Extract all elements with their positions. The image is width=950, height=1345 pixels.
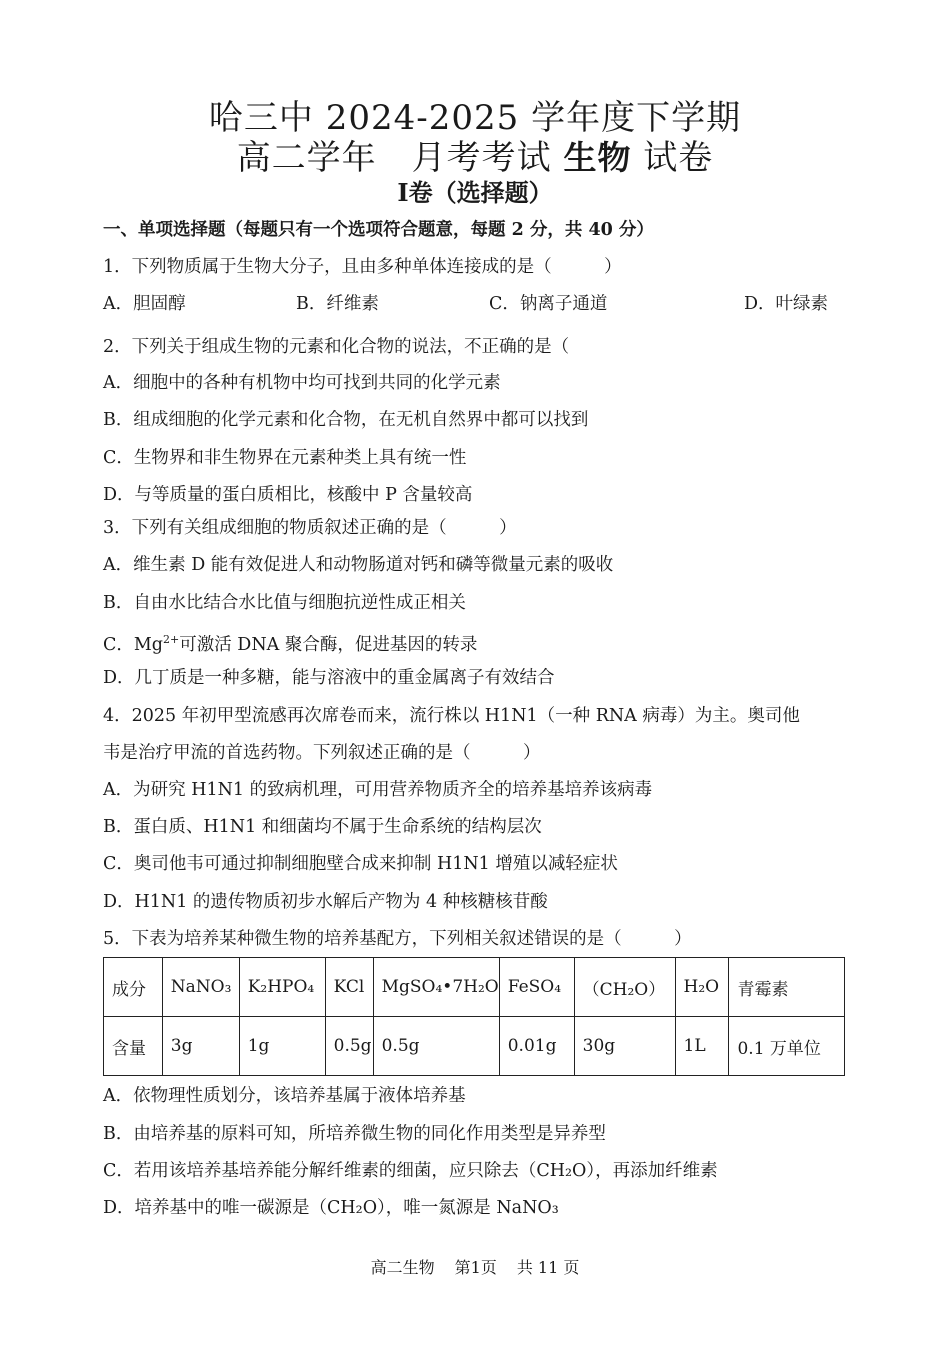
footer-page-number: 第1页 bbox=[454, 1258, 497, 1277]
q4-option-d: D．H1N1 的遗传物质初步水解后产物为 4 种核糖核苷酸 bbox=[103, 892, 548, 912]
q3-option-c-suffix: 可激活 DNA 聚合酶，促进基因的转录 bbox=[179, 634, 478, 655]
table-cell: 1g bbox=[239, 1017, 325, 1076]
table-cell: 0.5g bbox=[373, 1017, 499, 1076]
footer-subject: 高二生物 bbox=[370, 1258, 435, 1277]
q5-option-a: A．依物理性质划分，该培养基属于液体培养基 bbox=[103, 1086, 466, 1106]
table-cell: NaNO₃ bbox=[162, 958, 239, 1017]
q3-option-b: B．自由水比结合水比值与细胞抗逆性成正相关 bbox=[103, 593, 466, 613]
q3-stem: 3．下列有关组成细胞的物质叙述正确的是（ ） bbox=[103, 518, 517, 538]
q4-stem-line2: 韦是治疗甲流的首选药物。下列叙述正确的是（ ） bbox=[103, 743, 541, 763]
q5-stem: 5．下表为培养某种微生物的培养基配方，下列相关叙述错误的是（ ） bbox=[103, 929, 692, 949]
table-cell: 0.5g bbox=[325, 1017, 373, 1076]
exam-title-line2 bbox=[0, 138, 950, 178]
q5-option-c: C．若用该培养基培养能分解纤维素的细菌，应只除去（CH₂O），再添加纤维素 bbox=[103, 1161, 718, 1181]
table-cell: 0.01g bbox=[499, 1017, 574, 1076]
table-cell: 3g bbox=[162, 1017, 239, 1076]
table-cell: 0.1 万单位 bbox=[729, 1017, 845, 1076]
page-footer bbox=[0, 1257, 950, 1279]
q1-option-a: A．胆固醇 bbox=[103, 294, 186, 314]
section-heading: 一、单项选择题（每题只有一个选项符合题意，每题 2 分，共 40 分） bbox=[103, 220, 654, 240]
q4-stem-line1: 4．2025 年初甲型流感再次席卷而来，流行株以 H1N1（一种 RNA 病毒）为主。奥司他 bbox=[103, 706, 800, 726]
table-cell: H₂O bbox=[675, 958, 729, 1017]
q3-option-c-sup: 2+ bbox=[163, 633, 180, 646]
q3-option-c bbox=[103, 628, 477, 657]
exam-title-prefix: 高二学年 月考考试 bbox=[236, 138, 564, 178]
volume-title: I卷（选择题） bbox=[397, 178, 553, 207]
q3-option-c-prefix: C．Mg bbox=[103, 634, 164, 655]
q4-option-c: C．奥司他韦可通过抑制细胞壁合成来抑制 H1N1 增殖以减轻症状 bbox=[103, 854, 618, 874]
table-cell: MgSO₄•7H₂O bbox=[373, 958, 499, 1017]
table-cell: （CH₂O） bbox=[574, 958, 675, 1017]
q3-option-a: A．维生素 D 能有效促进人和动物肠道对钙和磷等微量元素的吸收 bbox=[103, 555, 614, 575]
table-header-row bbox=[104, 958, 845, 1017]
q2-option-d: D．与等质量的蛋白质相比，核酸中 P 含量较高 bbox=[103, 485, 473, 505]
q1-option-d: D．叶绿素 bbox=[744, 294, 829, 314]
table-cell: 1L bbox=[675, 1017, 729, 1076]
medium-recipe-table bbox=[103, 957, 845, 1076]
q4-option-b: B．蛋白质、H1N1 和细菌均不属于生命系统的结构层次 bbox=[103, 817, 542, 837]
q1-stem: 1．下列物质属于生物大分子，且由多种单体连接成的是（ ） bbox=[103, 257, 622, 277]
footer-total-pages: 共 11 页 bbox=[516, 1258, 580, 1277]
q2-option-c: C．生物界和非生物界在元素种类上具有统一性 bbox=[103, 448, 467, 468]
exam-title-suffix: 试卷 bbox=[631, 138, 714, 178]
q1-option-b: B．纤维素 bbox=[296, 294, 379, 314]
table-cell: 30g bbox=[574, 1017, 675, 1076]
table-cell: KCl bbox=[325, 958, 373, 1017]
table-cell: 青霉素 bbox=[729, 958, 845, 1017]
q5-option-b: B．由培养基的原料可知，所培养微生物的同化作用类型是异养型 bbox=[103, 1124, 606, 1144]
q3-option-d: D．几丁质是一种多糖，能与溶液中的重金属离子有效结合 bbox=[103, 668, 555, 688]
table-cell: K₂HPO₄ bbox=[239, 958, 325, 1017]
exam-subject: 生物 bbox=[563, 138, 632, 177]
q1-option-c: C．钠离子通道 bbox=[489, 294, 608, 314]
table-cell: 含量 bbox=[104, 1017, 163, 1076]
q4-option-a: A．为研究 H1N1 的致病机理，可用营养物质齐全的培养基培养该病毒 bbox=[103, 780, 653, 800]
q2-stem: 2．下列关于组成生物的元素和化合物的说法，不正确的是（ bbox=[103, 337, 570, 357]
q2-option-b: B．组成细胞的化学元素和化合物，在无机自然界中都可以找到 bbox=[103, 410, 589, 430]
exam-title-line1: 哈三中 2024-2025 学年度下学期 bbox=[208, 98, 742, 138]
table-cell: FeSO₄ bbox=[499, 958, 574, 1017]
q2-option-a: A．细胞中的各种有机物中均可找到共同的化学元素 bbox=[103, 373, 501, 393]
table-cell: 成分 bbox=[104, 958, 163, 1017]
table-row bbox=[104, 1017, 845, 1076]
q5-option-d: D．培养基中的唯一碳源是（CH₂O），唯一氮源是 NaNO₃ bbox=[103, 1198, 559, 1218]
